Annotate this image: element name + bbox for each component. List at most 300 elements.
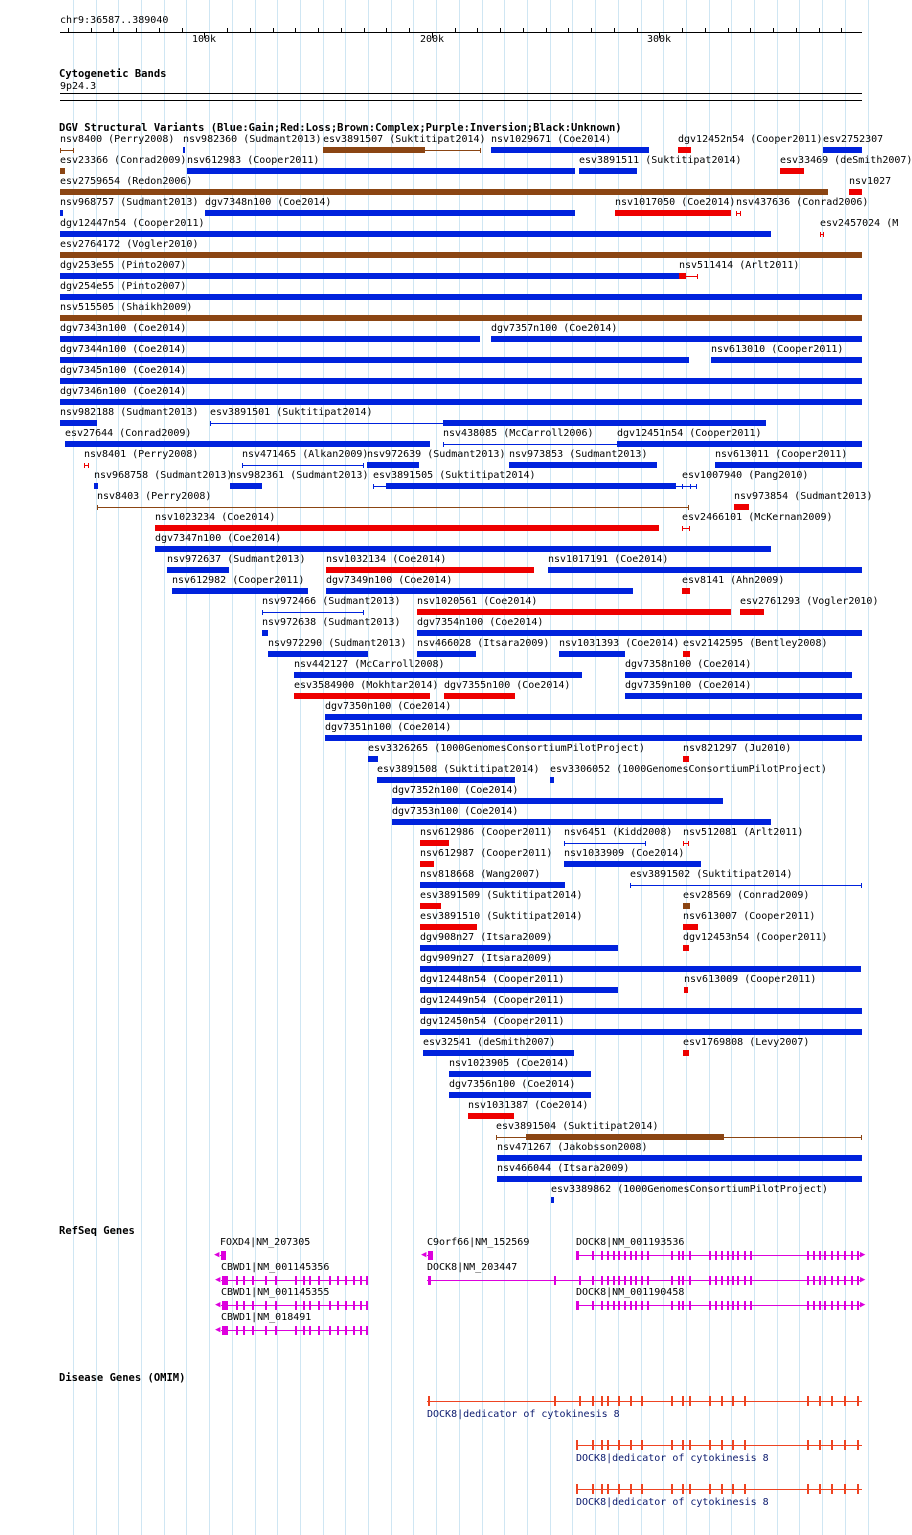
variant-label[interactable]: nsv982360 (Sudmant2013) bbox=[183, 134, 322, 145]
variant-label[interactable]: dgv7355n100 (Coe2014) bbox=[444, 680, 571, 691]
omim-gene-label[interactable]: DOCK8|dedicator of cytokinesis 8 bbox=[576, 1453, 769, 1464]
variant-bar[interactable] bbox=[683, 945, 689, 951]
variant-label[interactable]: esv1007940 (Pang2010) bbox=[682, 470, 809, 481]
gene-exon[interactable] bbox=[750, 1301, 752, 1310]
gene-exon[interactable] bbox=[819, 1276, 821, 1285]
gene-exon[interactable] bbox=[744, 1251, 746, 1260]
gene-exon[interactable] bbox=[295, 1276, 297, 1285]
variant-bar[interactable] bbox=[683, 903, 690, 909]
variant-bar[interactable] bbox=[715, 462, 862, 468]
omim-exon[interactable] bbox=[641, 1440, 643, 1450]
variant-label[interactable]: dgv254e55 (Pinto2007) bbox=[60, 281, 187, 292]
variant-label[interactable]: esv3326265 (1000GenomesConsortiumPilotProject) bbox=[368, 743, 645, 754]
variant-bar[interactable] bbox=[417, 609, 731, 615]
variant-bar[interactable] bbox=[60, 231, 771, 237]
variant-label[interactable]: nsv972639 (Sudmant2013) bbox=[367, 449, 506, 460]
variant-bar[interactable] bbox=[491, 147, 649, 153]
gene-exon[interactable] bbox=[750, 1276, 752, 1285]
variant-label[interactable]: nsv612982 (Cooper2011) bbox=[172, 575, 305, 586]
omim-exon[interactable] bbox=[857, 1484, 859, 1494]
omim-exon[interactable] bbox=[709, 1396, 711, 1406]
gene-exon[interactable] bbox=[337, 1326, 339, 1335]
omim-exon[interactable] bbox=[607, 1484, 609, 1494]
variant-bar[interactable] bbox=[155, 525, 659, 531]
gene-exon[interactable] bbox=[744, 1276, 746, 1285]
omim-exon[interactable] bbox=[671, 1484, 673, 1494]
gene-exon[interactable] bbox=[329, 1301, 331, 1310]
omim-exon[interactable] bbox=[709, 1440, 711, 1450]
variant-bar[interactable] bbox=[60, 315, 862, 321]
gene-exon[interactable] bbox=[275, 1326, 277, 1335]
gene-exon[interactable] bbox=[353, 1301, 355, 1310]
gene-exon[interactable] bbox=[366, 1276, 368, 1285]
gene-exon[interactable] bbox=[360, 1326, 362, 1335]
variant-label[interactable]: nsv613009 (Cooper2011) bbox=[684, 974, 817, 985]
variant-label[interactable]: nsv973854 (Sudmant2013) bbox=[734, 491, 873, 502]
variant-bar[interactable] bbox=[683, 1050, 689, 1056]
variant-bar[interactable] bbox=[420, 882, 565, 888]
gene-exon[interactable] bbox=[807, 1251, 809, 1260]
variant-label[interactable]: dgv7346n100 (Coe2014) bbox=[60, 386, 187, 397]
variant-bar[interactable] bbox=[684, 987, 688, 993]
omim-exon[interactable] bbox=[819, 1396, 821, 1406]
gene-exon[interactable] bbox=[624, 1276, 626, 1285]
gene-exon[interactable] bbox=[715, 1276, 717, 1285]
gene-exon[interactable] bbox=[295, 1326, 297, 1335]
variant-span-line[interactable] bbox=[60, 150, 74, 151]
variant-label[interactable]: esv1769808 (Levy2007) bbox=[683, 1037, 810, 1048]
variant-bar[interactable] bbox=[420, 945, 618, 951]
variant-bar[interactable] bbox=[849, 189, 862, 195]
variant-label[interactable]: dgv253e55 (Pinto2007) bbox=[60, 260, 187, 271]
variant-bar[interactable] bbox=[420, 840, 449, 846]
variant-label[interactable]: dgv7351n100 (Coe2014) bbox=[325, 722, 452, 733]
omim-gene-label[interactable]: DOCK8|dedicator of cytokinesis 8 bbox=[576, 1497, 769, 1508]
gene-exon[interactable] bbox=[732, 1251, 734, 1260]
variant-label[interactable]: dgv12448n54 (Cooper2011) bbox=[420, 974, 565, 985]
variant-bar[interactable] bbox=[740, 609, 764, 615]
variant-label[interactable]: nsv818668 (Wang2007) bbox=[420, 869, 541, 880]
gene-exon[interactable] bbox=[857, 1276, 859, 1285]
variant-bar[interactable] bbox=[60, 357, 689, 363]
variant-label[interactable]: nsv437636 (Conrad2006) bbox=[736, 197, 869, 208]
variant-label[interactable]: dgv7358n100 (Coe2014) bbox=[625, 659, 752, 670]
omim-exon[interactable] bbox=[689, 1440, 691, 1450]
omim-exon[interactable] bbox=[689, 1396, 691, 1406]
cytoband-label[interactable]: 9p24.3 bbox=[60, 81, 97, 92]
gene-exon[interactable] bbox=[727, 1276, 729, 1285]
variant-bar[interactable] bbox=[420, 924, 477, 930]
variant-bar[interactable] bbox=[683, 756, 689, 762]
variant-bar[interactable] bbox=[625, 672, 852, 678]
variant-label[interactable]: nsv512081 (Arlt2011) bbox=[683, 827, 804, 838]
variant-label[interactable]: nsv982361 (Sudmant2013) bbox=[230, 470, 369, 481]
variant-bar[interactable] bbox=[60, 189, 828, 195]
omim-exon[interactable] bbox=[744, 1396, 746, 1406]
cytoband-track-title[interactable]: Cytogenetic Bands bbox=[59, 68, 167, 80]
variant-bar[interactable] bbox=[559, 651, 625, 657]
gene-exon[interactable] bbox=[601, 1276, 603, 1285]
variant-bar[interactable] bbox=[449, 1071, 591, 1077]
variant-core-bar[interactable] bbox=[526, 1134, 724, 1140]
omim-exon[interactable] bbox=[732, 1396, 734, 1406]
variant-label[interactable]: dgv7344n100 (Coe2014) bbox=[60, 344, 187, 355]
variant-bar[interactable] bbox=[678, 147, 691, 153]
gene-exon[interactable] bbox=[309, 1301, 311, 1310]
gene-label[interactable]: CBWD1|NM_001145355 bbox=[221, 1287, 330, 1298]
variant-label[interactable]: esv33469 (deSmith2007) bbox=[780, 155, 912, 166]
omim-exon[interactable] bbox=[819, 1440, 821, 1450]
variant-label[interactable]: esv3389862 (1000GenomesConsortiumPilotProject) bbox=[551, 1184, 828, 1195]
omim-exon[interactable] bbox=[744, 1484, 746, 1494]
variant-bar[interactable] bbox=[509, 462, 657, 468]
variant-label[interactable]: dgv7354n100 (Coe2014) bbox=[417, 617, 544, 628]
variant-bar[interactable] bbox=[294, 693, 430, 699]
gene-exon[interactable] bbox=[721, 1251, 723, 1260]
omim-exon[interactable] bbox=[592, 1440, 594, 1450]
gene-exon[interactable] bbox=[275, 1301, 277, 1310]
gene-exon[interactable] bbox=[671, 1251, 673, 1260]
gene-exon[interactable] bbox=[592, 1251, 594, 1260]
variant-core-bar[interactable] bbox=[679, 273, 686, 279]
variant-label[interactable]: nsv613010 (Cooper2011) bbox=[711, 344, 844, 355]
variant-label[interactable]: dgv7352n100 (Coe2014) bbox=[392, 785, 519, 796]
gene-exon[interactable] bbox=[329, 1326, 331, 1335]
omim-exon[interactable] bbox=[576, 1484, 578, 1494]
omim-exon[interactable] bbox=[554, 1396, 556, 1406]
gene-exon[interactable] bbox=[613, 1251, 615, 1260]
variant-bar[interactable] bbox=[417, 630, 862, 636]
omim-exon[interactable] bbox=[671, 1396, 673, 1406]
gene-exon[interactable] bbox=[318, 1301, 320, 1310]
variant-label[interactable]: esv3891508 (Suktitipat2014) bbox=[377, 764, 540, 775]
variant-bar[interactable] bbox=[550, 777, 554, 783]
omim-exon[interactable] bbox=[689, 1484, 691, 1494]
gene-exon[interactable] bbox=[844, 1276, 846, 1285]
variant-label[interactable]: nsv1033909 (Coe2014) bbox=[564, 848, 685, 859]
gene-exon[interactable] bbox=[624, 1251, 626, 1260]
variant-label[interactable]: nsv972290 (Sudmant2013) bbox=[268, 638, 407, 649]
variant-core-bar[interactable] bbox=[323, 147, 425, 153]
gene-exon[interactable] bbox=[592, 1301, 594, 1310]
variant-bar[interactable] bbox=[60, 168, 65, 174]
omim-exon[interactable] bbox=[744, 1440, 746, 1450]
gene-exon[interactable] bbox=[671, 1301, 673, 1310]
variant-bar[interactable] bbox=[392, 819, 771, 825]
omim-gene-label[interactable]: DOCK8|dedicator of cytokinesis 8 bbox=[427, 1409, 620, 1420]
variant-label[interactable]: nsv515505 (Shaikh2009) bbox=[60, 302, 193, 313]
variant-bar[interactable] bbox=[326, 567, 534, 573]
gene-exon[interactable] bbox=[222, 1326, 228, 1335]
gene-exon[interactable] bbox=[601, 1251, 603, 1260]
variant-label[interactable]: dgv7347n100 (Coe2014) bbox=[155, 533, 282, 544]
gene-exon[interactable] bbox=[303, 1326, 305, 1335]
gene-exon[interactable] bbox=[554, 1276, 556, 1285]
gene-exon[interactable] bbox=[337, 1301, 339, 1310]
gene-exon[interactable] bbox=[641, 1276, 643, 1285]
gene-exon[interactable] bbox=[824, 1276, 826, 1285]
variant-bar[interactable] bbox=[325, 714, 862, 720]
variant-label[interactable]: nsv968758 (Sudmant2013) bbox=[94, 470, 233, 481]
gene-exon[interactable] bbox=[709, 1251, 711, 1260]
omim-exon[interactable] bbox=[682, 1396, 684, 1406]
omim-exon[interactable] bbox=[601, 1484, 603, 1494]
gene-exon[interactable] bbox=[309, 1276, 311, 1285]
variant-label[interactable]: dgv7348n100 (Coe2014) bbox=[205, 197, 332, 208]
gene-exon[interactable] bbox=[252, 1326, 254, 1335]
variant-label[interactable]: dgv7349n100 (Coe2014) bbox=[326, 575, 453, 586]
gene-exon[interactable] bbox=[236, 1301, 238, 1310]
variant-label[interactable]: nsv982188 (Sudmant2013) bbox=[60, 407, 199, 418]
gene-exon[interactable] bbox=[295, 1301, 297, 1310]
variant-label[interactable]: dgv7350n100 (Coe2014) bbox=[325, 701, 452, 712]
variant-label[interactable]: nsv1023905 (Coe2014) bbox=[449, 1058, 570, 1069]
gene-exon[interactable] bbox=[851, 1251, 853, 1260]
refseq-track-title[interactable]: RefSeq Genes bbox=[59, 1225, 135, 1237]
variant-label[interactable]: nsv8403 (Perry2008) bbox=[97, 491, 212, 502]
variant-bar[interactable] bbox=[449, 1092, 591, 1098]
variant-label[interactable]: nsv1029671 (Coe2014) bbox=[491, 134, 612, 145]
variant-label[interactable]: esv3891511 (Suktitipat2014) bbox=[579, 155, 742, 166]
variant-label[interactable]: nsv471267 (Jakobsson2008) bbox=[497, 1142, 648, 1153]
gene-label[interactable]: DOCK8|NM_001190458 bbox=[576, 1287, 685, 1298]
variant-bar[interactable] bbox=[262, 630, 268, 636]
variant-bar[interactable] bbox=[183, 147, 185, 153]
gene-exon[interactable] bbox=[837, 1301, 839, 1310]
gene-exon[interactable] bbox=[682, 1276, 684, 1285]
variant-label[interactable]: dgv12452n54 (Cooper2011) bbox=[678, 134, 823, 145]
variant-bar[interactable] bbox=[60, 420, 97, 426]
variant-label[interactable]: esv3306052 (1000GenomesConsortiumPilotProject) bbox=[550, 764, 827, 775]
variant-label[interactable]: nsv612983 (Cooper2011) bbox=[187, 155, 320, 166]
omim-exon[interactable] bbox=[592, 1484, 594, 1494]
gene-exon[interactable] bbox=[678, 1276, 680, 1285]
gene-exon[interactable] bbox=[337, 1276, 339, 1285]
variant-bar[interactable] bbox=[392, 798, 723, 804]
variant-label[interactable]: esv3891509 (Suktitipat2014) bbox=[420, 890, 583, 901]
variant-label[interactable]: nsv973853 (Sudmant2013) bbox=[509, 449, 648, 460]
gene-exon[interactable] bbox=[831, 1301, 833, 1310]
variant-bar[interactable] bbox=[65, 441, 430, 447]
variant-label[interactable]: esv2142595 (Bentley2008) bbox=[683, 638, 828, 649]
variant-label[interactable]: nsv466044 (Itsara2009) bbox=[497, 1163, 630, 1174]
gene-exon[interactable] bbox=[689, 1301, 691, 1310]
variant-bar[interactable] bbox=[551, 1197, 554, 1203]
gene-exon[interactable] bbox=[837, 1276, 839, 1285]
variant-bar[interactable] bbox=[60, 273, 679, 279]
variant-bar[interactable] bbox=[497, 1176, 862, 1182]
variant-bar[interactable] bbox=[167, 567, 229, 573]
variant-bar[interactable] bbox=[420, 987, 618, 993]
gene-exon[interactable] bbox=[737, 1301, 739, 1310]
gene-exon[interactable] bbox=[265, 1276, 267, 1285]
variant-bar[interactable] bbox=[268, 651, 368, 657]
variant-span-line[interactable] bbox=[630, 885, 862, 886]
gene-exon[interactable] bbox=[750, 1251, 752, 1260]
gene-exon[interactable] bbox=[689, 1276, 691, 1285]
gene-exon[interactable] bbox=[837, 1251, 839, 1260]
gene-label[interactable]: CBWD1|NM_018491 bbox=[221, 1312, 312, 1323]
gene-exon[interactable] bbox=[353, 1326, 355, 1335]
variant-label[interactable]: esv2457024 (M bbox=[820, 218, 899, 229]
variant-bar[interactable] bbox=[417, 651, 476, 657]
variant-label[interactable]: nsv1017191 (Coe2014) bbox=[548, 554, 669, 565]
variant-bar[interactable] bbox=[294, 672, 582, 678]
omim-exon[interactable] bbox=[831, 1440, 833, 1450]
gene-exon[interactable] bbox=[236, 1276, 238, 1285]
gene-exon[interactable] bbox=[630, 1276, 632, 1285]
gene-exon[interactable] bbox=[222, 1301, 228, 1310]
variant-span-line[interactable] bbox=[97, 507, 689, 508]
gene-exon[interactable] bbox=[345, 1276, 347, 1285]
variant-bar[interactable] bbox=[420, 903, 441, 909]
omim-exon[interactable] bbox=[630, 1440, 632, 1450]
gene-exon[interactable] bbox=[844, 1251, 846, 1260]
variant-label[interactable]: nsv466028 (Itsara2009) bbox=[417, 638, 550, 649]
gene-exon[interactable] bbox=[252, 1276, 254, 1285]
variant-label[interactable]: nsv442127 (McCarroll2008) bbox=[294, 659, 445, 670]
variant-label[interactable]: esv3891510 (Suktitipat2014) bbox=[420, 911, 583, 922]
omim-exon[interactable] bbox=[857, 1396, 859, 1406]
variant-bar[interactable] bbox=[94, 483, 98, 489]
gene-exon[interactable] bbox=[243, 1301, 245, 1310]
variant-core-bar[interactable] bbox=[386, 483, 676, 489]
gene-exon[interactable] bbox=[360, 1301, 362, 1310]
omim-exon[interactable] bbox=[732, 1440, 734, 1450]
gene-exon[interactable] bbox=[579, 1276, 581, 1285]
variant-label[interactable]: nsv972638 (Sudmant2013) bbox=[262, 617, 401, 628]
gene-exon[interactable] bbox=[813, 1276, 815, 1285]
variant-label[interactable]: nsv1027 bbox=[849, 176, 892, 187]
variant-label[interactable]: dgv12449n54 (Cooper2011) bbox=[420, 995, 565, 1006]
omim-exon[interactable] bbox=[831, 1484, 833, 1494]
variant-bar[interactable] bbox=[368, 756, 378, 762]
variant-label[interactable]: esv8141 (Ahn2009) bbox=[682, 575, 785, 586]
variant-label[interactable]: nsv1020561 (Coe2014) bbox=[417, 596, 538, 607]
gene-exon[interactable] bbox=[709, 1276, 711, 1285]
omim-track-title[interactable]: Disease Genes (OMIM) bbox=[59, 1372, 186, 1384]
omim-exon[interactable] bbox=[576, 1440, 578, 1450]
variant-label[interactable]: nsv1023234 (Coe2014) bbox=[155, 512, 276, 523]
gene-exon[interactable] bbox=[744, 1301, 746, 1310]
variant-bar[interactable] bbox=[734, 504, 749, 510]
gene-exon[interactable] bbox=[265, 1301, 267, 1310]
variant-label[interactable]: dgv7343n100 (Coe2014) bbox=[60, 323, 187, 334]
gene-exon[interactable] bbox=[275, 1276, 277, 1285]
gene-exon[interactable] bbox=[721, 1301, 723, 1310]
gene-exon[interactable] bbox=[360, 1276, 362, 1285]
variant-label[interactable]: nsv8401 (Perry2008) bbox=[84, 449, 199, 460]
gene-exon[interactable] bbox=[309, 1326, 311, 1335]
variant-bar[interactable] bbox=[326, 588, 633, 594]
variant-bar[interactable] bbox=[60, 210, 63, 216]
variant-label[interactable]: esv27644 (Conrad2009) bbox=[65, 428, 192, 439]
gene-exon[interactable] bbox=[635, 1301, 637, 1310]
omim-exon[interactable] bbox=[732, 1484, 734, 1494]
variant-label[interactable]: dgv12453n54 (Cooper2011) bbox=[683, 932, 828, 943]
variant-label[interactable]: nsv1032134 (Coe2014) bbox=[326, 554, 447, 565]
variant-label[interactable]: dgv12450n54 (Cooper2011) bbox=[420, 1016, 565, 1027]
gene-exon[interactable] bbox=[303, 1301, 305, 1310]
gene-exon[interactable] bbox=[366, 1301, 368, 1310]
variant-bar[interactable] bbox=[420, 966, 861, 972]
gene-exon[interactable] bbox=[671, 1276, 673, 1285]
gene-exon[interactable] bbox=[689, 1251, 691, 1260]
variant-label[interactable]: esv2759654 (Redon2006) bbox=[60, 176, 193, 187]
variant-label[interactable]: dgv7356n100 (Coe2014) bbox=[449, 1079, 576, 1090]
variant-label[interactable]: dgv12451n54 (Cooper2011) bbox=[617, 428, 762, 439]
gene-exon[interactable] bbox=[613, 1301, 615, 1310]
gene-label[interactable]: DOCK8|NM_001193536 bbox=[576, 1237, 685, 1248]
gene-exon[interactable] bbox=[303, 1276, 305, 1285]
gene-exon[interactable] bbox=[721, 1276, 723, 1285]
variant-label[interactable]: esv3891504 (Suktitipat2014) bbox=[496, 1121, 659, 1132]
variant-label[interactable]: nsv1031393 (Coe2014) bbox=[559, 638, 680, 649]
gene-exon[interactable] bbox=[607, 1301, 609, 1310]
variant-label[interactable]: nsv613007 (Cooper2011) bbox=[683, 911, 816, 922]
omim-exon[interactable] bbox=[601, 1396, 603, 1406]
gene-exon[interactable] bbox=[630, 1251, 632, 1260]
gene-exon[interactable] bbox=[345, 1301, 347, 1310]
variant-bar[interactable] bbox=[548, 567, 862, 573]
gene-exon[interactable] bbox=[824, 1301, 826, 1310]
omim-exon[interactable] bbox=[831, 1396, 833, 1406]
gene-exon[interactable] bbox=[353, 1276, 355, 1285]
variant-label[interactable]: dgv908n27 (Itsara2009) bbox=[420, 932, 553, 943]
variant-bar[interactable] bbox=[579, 168, 637, 174]
omim-exon[interactable] bbox=[807, 1396, 809, 1406]
gene-exon[interactable] bbox=[345, 1326, 347, 1335]
gene-exon[interactable] bbox=[813, 1251, 815, 1260]
gene-exon[interactable] bbox=[737, 1251, 739, 1260]
gene-exon[interactable] bbox=[857, 1301, 859, 1310]
omim-exon[interactable] bbox=[641, 1484, 643, 1494]
omim-exon[interactable] bbox=[721, 1484, 723, 1494]
variant-bar[interactable] bbox=[682, 588, 690, 594]
gene-label[interactable]: DOCK8|NM_203447 bbox=[427, 1262, 518, 1273]
gene-exon[interactable] bbox=[857, 1251, 859, 1260]
variant-label[interactable]: nsv438085 (McCarroll2006) bbox=[443, 428, 594, 439]
gene-exon[interactable] bbox=[265, 1326, 267, 1335]
omim-exon[interactable] bbox=[844, 1440, 846, 1450]
omim-exon[interactable] bbox=[682, 1440, 684, 1450]
gene-exon[interactable] bbox=[737, 1276, 739, 1285]
gene-exon[interactable] bbox=[727, 1251, 729, 1260]
omim-exon[interactable] bbox=[844, 1484, 846, 1494]
variant-bar[interactable] bbox=[60, 294, 862, 300]
gene-exon[interactable] bbox=[682, 1301, 684, 1310]
omim-exon[interactable] bbox=[592, 1396, 594, 1406]
gene-exon[interactable] bbox=[807, 1276, 809, 1285]
gene-label[interactable]: CBWD1|NM_001145356 bbox=[221, 1262, 330, 1273]
variant-label[interactable]: esv2764172 (Vogler2010) bbox=[60, 239, 199, 250]
omim-exon[interactable] bbox=[579, 1396, 581, 1406]
variant-bar[interactable] bbox=[367, 462, 419, 468]
variant-span-line[interactable] bbox=[564, 843, 646, 844]
variant-label[interactable]: dgv12447n54 (Cooper2011) bbox=[60, 218, 205, 229]
gene-exon[interactable] bbox=[807, 1301, 809, 1310]
variant-label[interactable]: dgv7345n100 (Coe2014) bbox=[60, 365, 187, 376]
variant-bar[interactable] bbox=[683, 651, 690, 657]
gene-exon[interactable] bbox=[715, 1251, 717, 1260]
gene-label[interactable]: C9orf66|NM_152569 bbox=[427, 1237, 530, 1248]
variant-label[interactable]: esv3891501 (Suktitipat2014) bbox=[210, 407, 373, 418]
gene-exon[interactable] bbox=[318, 1326, 320, 1335]
variant-bar[interactable] bbox=[444, 693, 515, 699]
omim-exon[interactable] bbox=[682, 1484, 684, 1494]
variant-bar[interactable] bbox=[423, 1050, 574, 1056]
omim-exon[interactable] bbox=[618, 1440, 620, 1450]
